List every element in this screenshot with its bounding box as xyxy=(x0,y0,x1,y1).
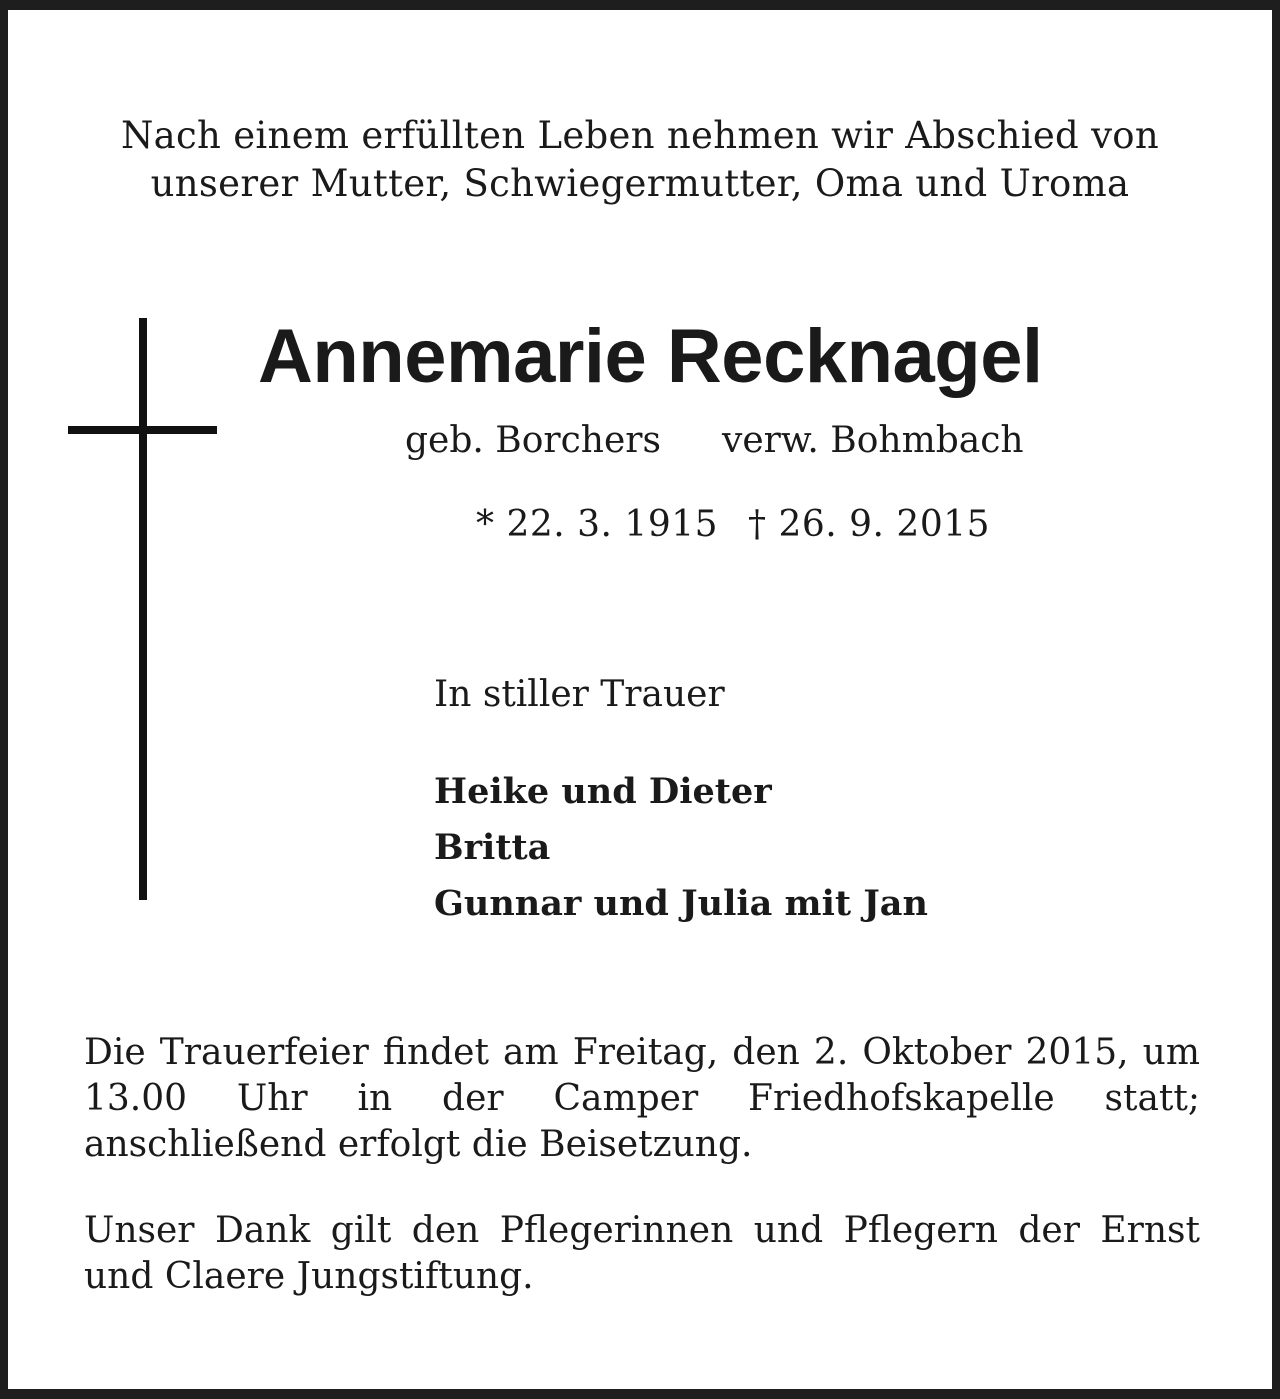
intro-text xyxy=(0,112,1280,208)
mourner-name: Gunnar und Julia mit Jan xyxy=(434,883,928,924)
deceased-name: Annemarie Recknagel xyxy=(258,314,1043,399)
birth-name: geb. Borchers xyxy=(405,420,661,461)
intro-line-1: Nach einem erfüllten Leben nehmen wir Abschied von xyxy=(120,114,1160,157)
intro-line-2: unserer Mutter, Schwiegermutter, Oma und Uroma xyxy=(150,162,1130,205)
thanks-paragraph: Unser Dank gilt den Pflegerinnen und Pflegern der Ernst und Claere Jungstiftung. xyxy=(84,1210,1200,1297)
mourner-name: Heike und Dieter xyxy=(434,771,772,812)
mourner-list xyxy=(434,764,928,932)
widowed-name: verw. Bohmbach xyxy=(722,420,1024,461)
death-date: † 26. 9. 2015 xyxy=(748,504,991,545)
service-paragraph: Die Trauerfeier findet am Freitag, den 2. Oktober 2015, um 13.00 Uhr in der Camper Friedhofskapelle statt; anschließend erfolgt die Beisetzung. xyxy=(84,1032,1200,1165)
mourning-label: In stiller Trauer xyxy=(434,674,725,715)
birth-date: * 22. 3. 1915 xyxy=(476,504,719,545)
cross-icon-vertical xyxy=(139,318,147,900)
cross-icon-horizontal xyxy=(68,426,217,434)
mourner-name: Britta xyxy=(434,827,551,868)
